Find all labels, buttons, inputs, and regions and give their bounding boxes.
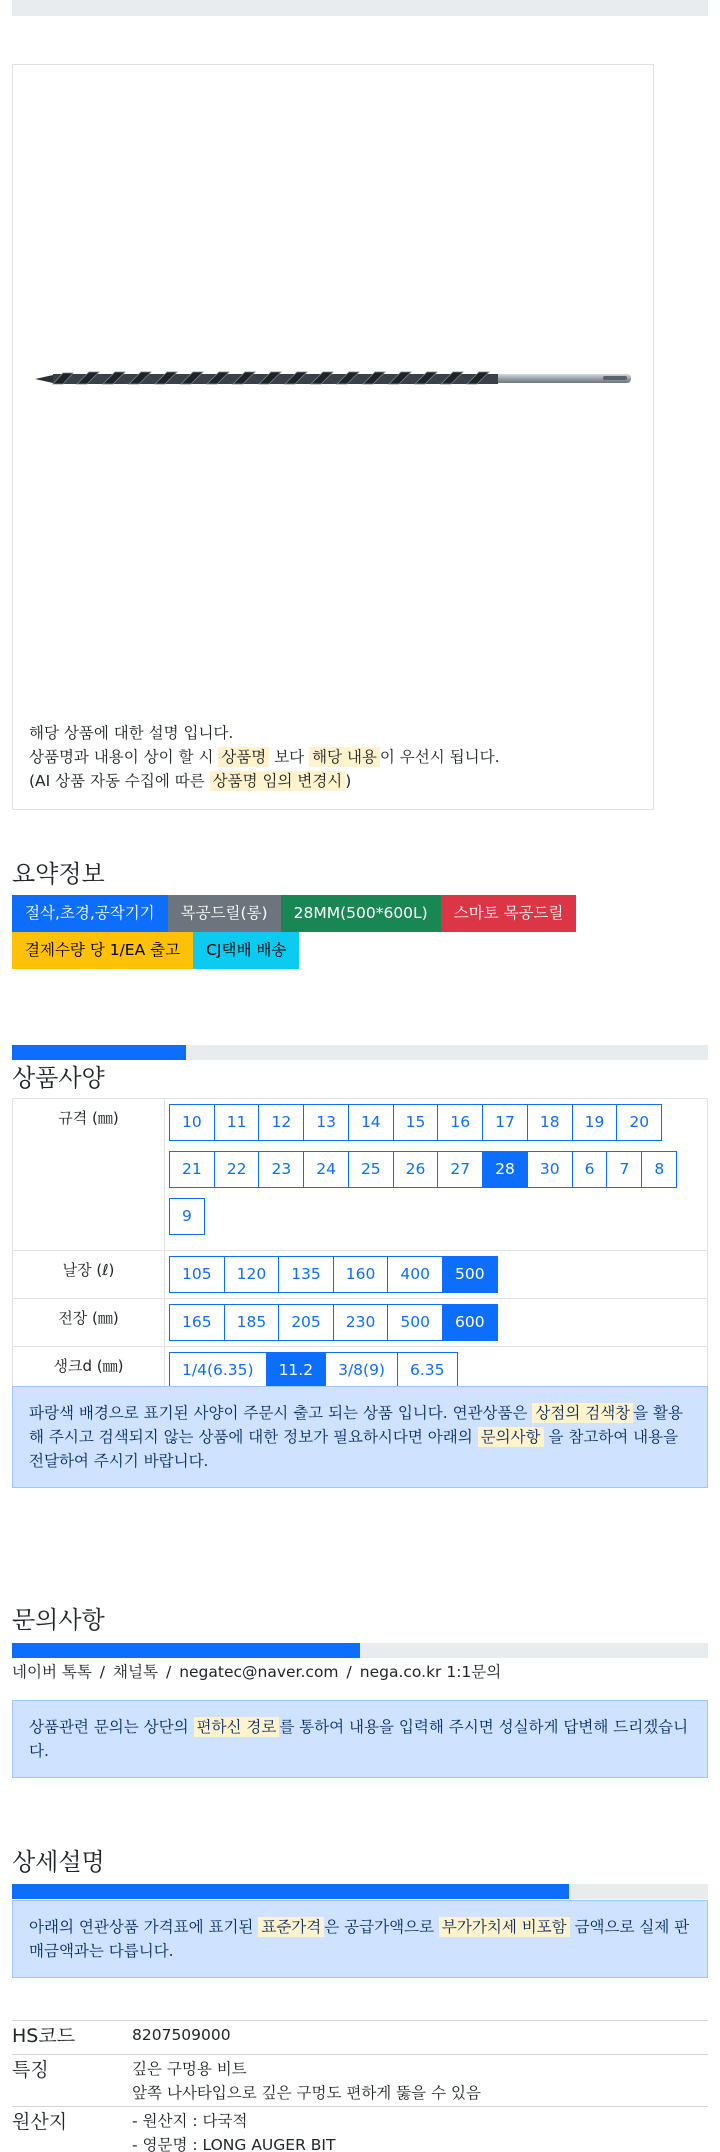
hs-code-label: HS코드: [12, 2025, 76, 2047]
separator: /: [165, 1663, 172, 1681]
summary-badge: 결제수량 당 1/EA 출고: [12, 932, 193, 969]
spec-row-options: [165, 1099, 708, 1251]
inquiry-channels: [12, 1660, 501, 1682]
spec-option-button[interactable]: 17: [482, 1104, 528, 1141]
spec-option-button[interactable]: 16: [437, 1104, 483, 1141]
feature-value: [132, 2057, 481, 2105]
notice-line-1: 해당 상품에 대한 설명 입니다.: [29, 724, 234, 742]
spec-option-button[interactable]: 160: [333, 1256, 389, 1293]
spec-option-button[interactable]: 500: [387, 1304, 443, 1341]
spec-option-button[interactable]: 15: [393, 1104, 439, 1141]
inquiry-channel-link[interactable]: negatec@naver.com: [179, 1663, 339, 1681]
spec-option-button[interactable]: 135: [278, 1256, 334, 1293]
summary-badge: 28MM(500*600L): [281, 895, 441, 932]
feature-label: 특징: [12, 2059, 49, 2081]
origin-line-2: - 영문명 : LONG AUGER BIT: [132, 2136, 336, 2152]
spec-option-button[interactable]: 500: [442, 1256, 498, 1293]
spec-row-label: 날장 (ℓ): [13, 1251, 165, 1299]
spec-option-button[interactable]: 8: [641, 1151, 677, 1188]
spec-row-label: 규격 (㎜): [13, 1099, 165, 1251]
spec-option-button[interactable]: 185: [224, 1304, 280, 1341]
origin-value: [132, 2109, 335, 2152]
spec-option-button[interactable]: 20: [616, 1104, 662, 1141]
spec-option-button[interactable]: 6: [572, 1151, 608, 1188]
spec-option-button[interactable]: 10: [169, 1104, 215, 1141]
spec-option-button[interactable]: 7: [606, 1151, 642, 1188]
origin-label: 원산지: [12, 2111, 68, 2133]
spec-option-button[interactable]: 25: [348, 1151, 394, 1188]
highlight-inquiry: 문의사항: [478, 1427, 544, 1447]
spec-option-button[interactable]: 11: [214, 1104, 260, 1141]
inquiry-channel-link[interactable]: nega.co.kr 1:1문의: [359, 1663, 502, 1681]
product-notice: [29, 721, 629, 793]
highlight-content: 해당 내용: [309, 747, 380, 767]
auger-bit-image: [33, 365, 633, 395]
top-bar: [12, 0, 708, 16]
inquiry-alert: 상품관련 문의는 상단의 편하신 경로 를 통하여 내용을 입력해 주시면 성실하게 답변해 드리겠습니다.: [12, 1700, 708, 1778]
detail-progress-fill: [12, 1884, 569, 1899]
spec-option-button[interactable]: 19: [572, 1104, 618, 1141]
feature-row: [12, 2054, 708, 2106]
spec-option-button[interactable]: 28: [482, 1151, 528, 1188]
spec-option-button[interactable]: 13: [303, 1104, 349, 1141]
spec-option-button[interactable]: 22: [214, 1151, 260, 1188]
spec-option-button[interactable]: 12: [258, 1104, 304, 1141]
spec-option-button[interactable]: 24: [303, 1151, 349, 1188]
inquiry-progress-fill: [12, 1643, 360, 1658]
detail-title: 상세설명: [12, 1848, 105, 1876]
inquiry-channel-link[interactable]: 네이버 톡톡: [12, 1663, 92, 1681]
spec-option-button[interactable]: 400: [387, 1256, 443, 1293]
spec-option-button[interactable]: 14: [348, 1104, 394, 1141]
spec-row-label: 생크d (㎜): [13, 1347, 165, 1395]
separator: /: [346, 1663, 352, 1681]
spec-option-button[interactable]: 18: [527, 1104, 573, 1141]
spec-option-button[interactable]: 23: [258, 1151, 304, 1188]
spec-option-button[interactable]: 11.2: [266, 1352, 327, 1389]
detail-alert: 아래의 연관상품 가격표에 표기된 표준가격 은 공급가액으로 부가가치세 비포함 금액으로 실제 판매금액과는 다릅니다.: [12, 1900, 708, 1978]
highlight-vat-excluded: 부가가치세 비포함: [439, 1917, 570, 1937]
spec-progress: [12, 1045, 708, 1060]
spec-title: 상품사양: [12, 1064, 105, 1092]
spec-row: [13, 1251, 708, 1299]
feature-line-1: 깊은 구멍용 비트: [132, 2060, 247, 2078]
spec-option-button[interactable]: 120: [224, 1256, 280, 1293]
detail-progress: [12, 1884, 708, 1899]
product-image-frame: [12, 64, 654, 810]
spec-option-button[interactable]: 165: [169, 1304, 225, 1341]
hs-code-row: [12, 2020, 708, 2054]
spec-option-button[interactable]: 105: [169, 1256, 225, 1293]
highlight-standard-price: 표준가격: [258, 1917, 324, 1937]
spec-row-options: [165, 1251, 708, 1299]
spec-option-button[interactable]: 21: [169, 1151, 215, 1188]
summary-badge: 스마토 목공드릴: [441, 895, 577, 932]
summary-badge: 목공드릴(롱): [168, 895, 281, 932]
spec-row-options: [165, 1299, 708, 1347]
highlight-product-name: 상품명: [218, 747, 269, 767]
highlight-name-change: 상품명 임의 변경시: [210, 771, 346, 791]
spec-alert: 파랑색 배경으로 표기된 사양이 주문시 출고 되는 상품 입니다. 연관상품은 상점의 검색창 을 활용해 주시고 검색되지 않는 상품에 대한 정보가 필요하시다면 아래의 문의사항 을 참고하여 내용을 전달하여 주시기 바랍니다.: [12, 1386, 708, 1488]
spec-option-button[interactable]: 205: [278, 1304, 334, 1341]
spec-option-button[interactable]: 600: [442, 1304, 498, 1341]
spec-option-button[interactable]: 6.35: [397, 1352, 458, 1389]
spec-option-button[interactable]: 3/8(9): [325, 1352, 398, 1389]
origin-line-1: - 원산지 : 다국적: [132, 2112, 248, 2130]
feature-line-2: 앞쪽 나사타입으로 깊은 구멍도 편하게 뚫을 수 있음: [132, 2084, 481, 2102]
notice-line-3: (AI 상품 자동 수집에 따른 상품명 임의 변경시 ): [29, 772, 352, 790]
highlight-preferred-route: 편하신 경로: [194, 1717, 280, 1737]
inquiry-progress: [12, 1643, 708, 1658]
hs-code-value: 8207509000: [132, 2026, 231, 2044]
spec-row: [13, 1299, 708, 1347]
spec-option-button[interactable]: 230: [333, 1304, 389, 1341]
highlight-store-search: 상점의 검색창: [532, 1403, 633, 1423]
spec-option-button[interactable]: 9: [169, 1198, 205, 1235]
summary-badge: 절삭,초경,공작기기: [12, 895, 168, 932]
spec-option-button[interactable]: 26: [393, 1151, 439, 1188]
spec-option-button[interactable]: 1/4(6.35): [169, 1352, 267, 1389]
summary-badges: [12, 895, 708, 969]
spec-option-button[interactable]: 27: [437, 1151, 483, 1188]
inquiry-channel-link[interactable]: 채널톡: [113, 1663, 158, 1681]
notice-line-2: 상품명과 내용이 상이 할 시 상품명 보다 해당 내용 이 우선시 됩니다.: [29, 748, 500, 766]
summary-badge: CJ택배 배송: [193, 932, 299, 969]
spec-option-button[interactable]: 30: [527, 1151, 573, 1188]
separator: /: [99, 1663, 106, 1681]
spec-table: [12, 1098, 708, 1395]
spec-row: [13, 1099, 708, 1251]
summary-title: 요약정보: [12, 860, 105, 888]
spec-row-label: 전장 (㎜): [13, 1299, 165, 1347]
origin-row: [12, 2106, 708, 2152]
inquiry-title: 문의사항: [12, 1606, 105, 1634]
